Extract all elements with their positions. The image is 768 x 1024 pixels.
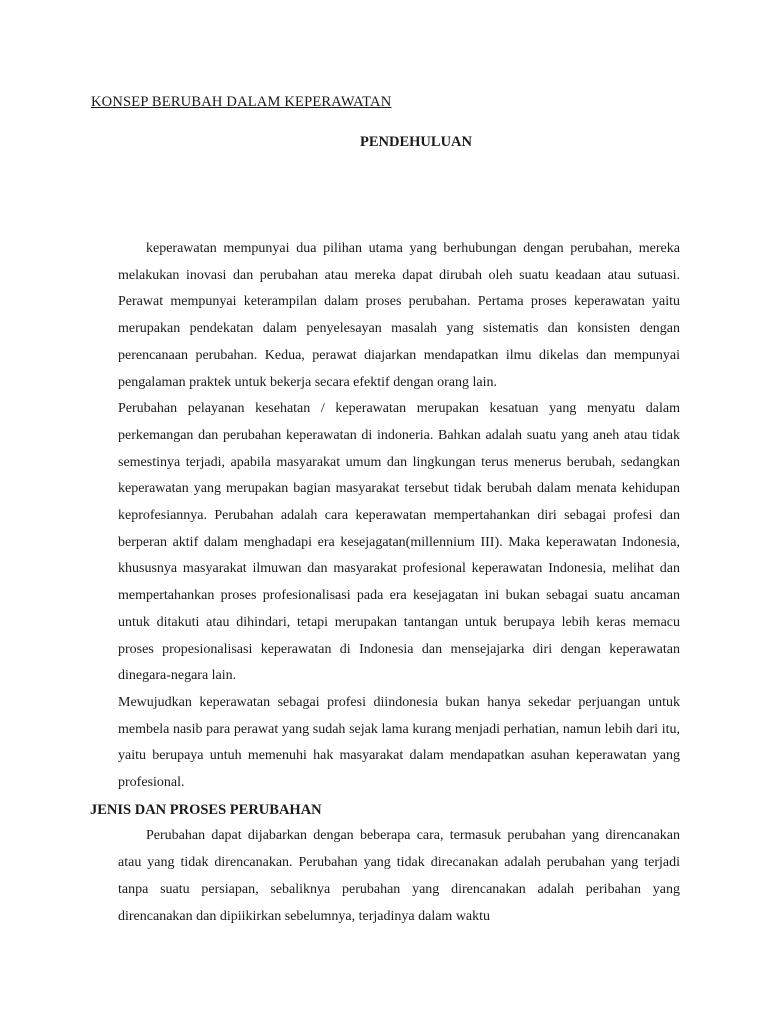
paragraph-mewujudkan: Mewujudkan keperawatan sebagai profesi diindonesia bukan hanya sekedar perjuangan untuk membela nasib para perawat yang sudah sejak lama kurang menjadi perhatian, namun lebih dari itu, yaitu berupaya untuh memenuhi hak masyarakat dalam mendapatkan asuhan keperawatan yang profesional. [118, 694, 680, 791]
paragraph-intro: keperawatan mempunyai dua pilihan utama yang berhubungan dengan perubahan, mereka melakukan inovasi dan perubahan atau mereka dapat dirubah oleh suatu keadaan atau sutuasi. Perawat mempunyai keterampilan dalam proses perubahan. Pertama proses keperawatan yaitu merupakan pendekatan dalam penyelesayan masalah yang sistematis dan konsisten dengan perencanaan perubahan. Kedua, perawat diajarkan mendapatkan ilmu dikelas dan mempunyai pengalaman praktek untuk bekerja secara efektif dengan orang lain. [118, 241, 680, 390]
document-title: KONSEP BERUBAH DALAM KEPERAWATAN [91, 94, 392, 110]
subheading-jenis-proses: JENIS DAN PROSES PERUBAHAN [90, 801, 322, 818]
document-body [90, 236, 680, 930]
paragraph-jenis-perubahan: Perubahan dapat dijabarkan dengan beberapa cara, termasuk perubahan yang direncanakan atau yang tidak direncanakan. Perubahan yang tidak direcanakan adalah perubahan yang terjadi tanpa suatu persiapan, sebaliknya perubahan yang direncanakan adalah peribahan yang direncanakan dan dipiikirkan sebelumnya, terjadinya dalam waktu [118, 828, 680, 924]
section-title-pendehuluan: PENDEHULUAN [360, 134, 472, 150]
paragraph-perubahan-pelayanan: Perubahan pelayanan kesehatan / keperawatan merupakan kesatuan yang menyatu dalam perkemangan dan perubahan keperawatan di indoneria. Bahkan adalah suatu yang aneh atau tidak semestinya terjadi, apabila masyarakat umum dan lingkungan terus menerus berubah, sedangkan keperawatan yang merupakan bagian masyarakat tersebut tidak berubah dalam menata kehidupan keprofesiannya. Perubahan adalah cara keperawatan mempertahankan diri sebagai profesi dan berperan aktif dalam menghadapi era kesejagatan(millennium III). Maka keperawatan Indonesia, khususnya masyarakat ilmuwan dan masyarakat profesional keperawatan Indonesia, melihat dan mempertahankan proses profesionalisasi pada era kesejagatan ini bukan sebagai suatu ancaman untuk ditakuti atau dihindari, tetapi merupakan tantangan untuk berupaya lebih keras memacu proses propesionalisasi keperawatan di Indonesia dan mensejajarka diri dengan keperawatan dinegara-negara lain. [118, 401, 680, 684]
